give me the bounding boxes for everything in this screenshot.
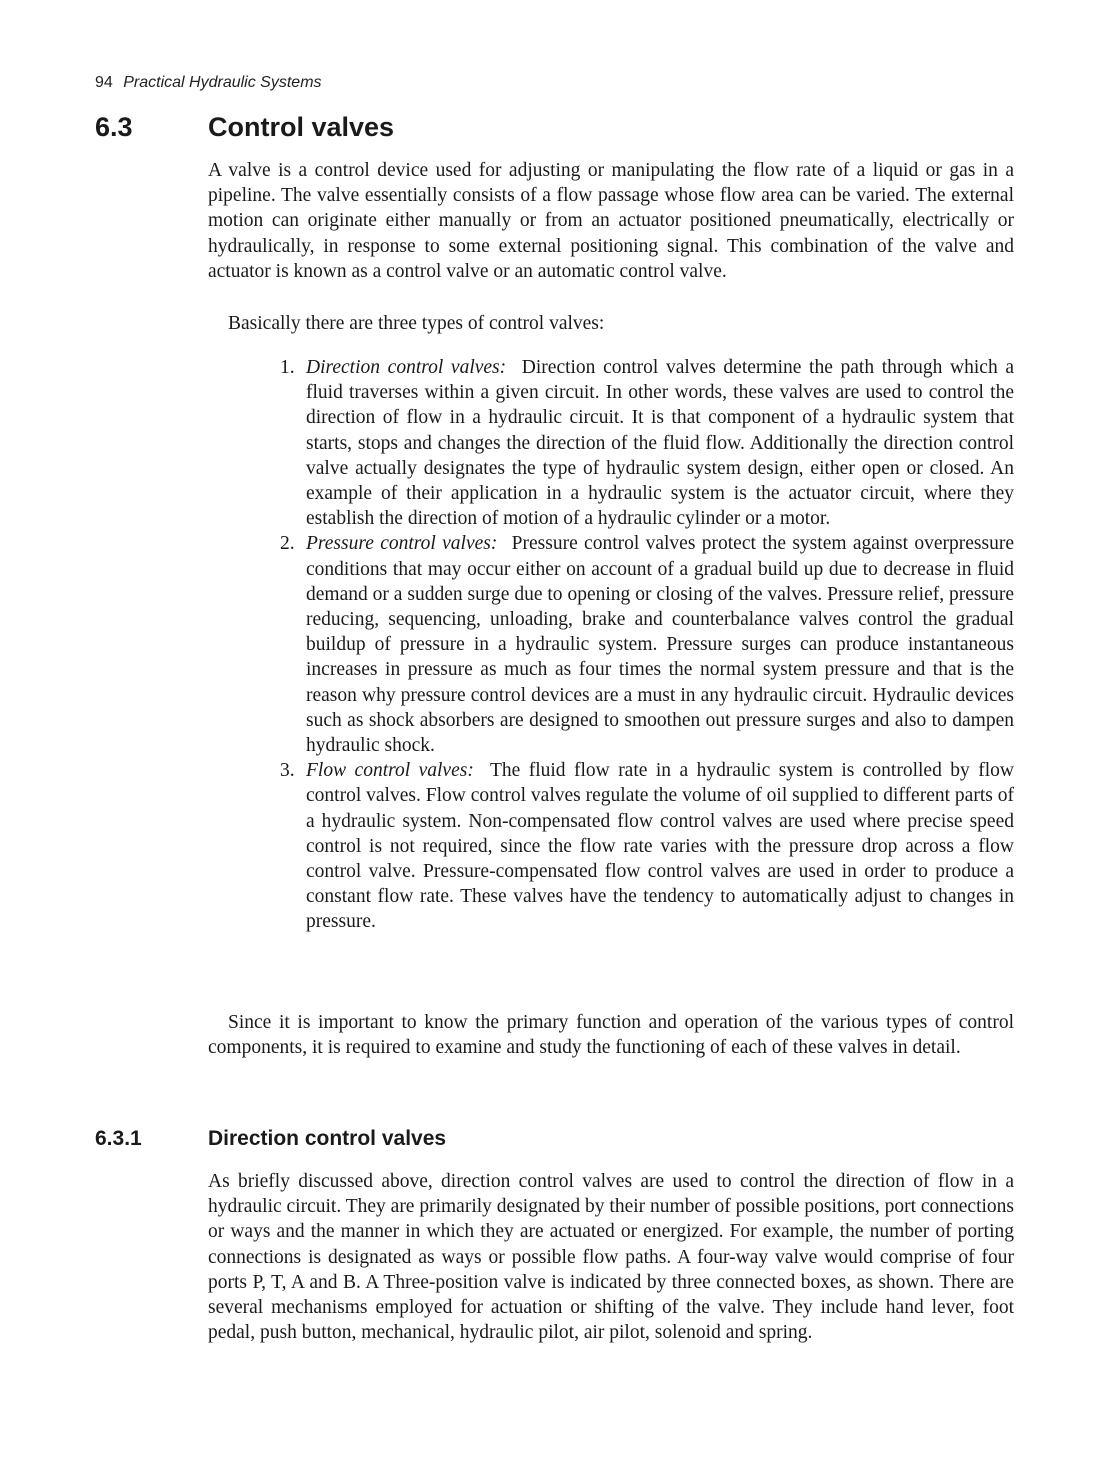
valve-types-list bbox=[276, 355, 1014, 935]
section-intro-paragraph: A valve is a control device used for adjusting or manipulating the flow rate of a liquid or gas in a pipeline. The valve essentially consists of a flow passage whose flow area can be varied. The external motion can originate either manually or from an actuator positioned pneumatically, electrically or hydraulically, in response to some external positioning signal. This combination of the valve and actuator is known as a control valve or an automatic control valve. bbox=[208, 160, 1014, 282]
list-item-text: The fluid flow rate in a hydraulic system is controlled by flow control valves. Flow control valves regulate the volume of oil supplied to different parts of a hydraulic system. Non-compensated flow control valves are used where precise speed control is not required, since the flow rate varies with the pressure drop across a flow control valve. Pressure-compensated flow control valves are used in order to produce a constant flow rate. These valves have the tendency to automatically adjust to changes in pressure. bbox=[306, 760, 1014, 933]
types-intro-paragraph: Basically there are three types of control valves: bbox=[228, 313, 605, 334]
list-item-term: Flow control valves: bbox=[306, 760, 474, 782]
list-item-term: Direction control valves: bbox=[306, 357, 507, 378]
list-item-text: Direction control valves determine the path through which a fluid traverses within a given circuit. In other words, these valves are used to control the direction of flow in a hydraulic circuit. It is that component of a hydraulic system that starts, stops and changes the direction of the fluid flow. Additionally the direction control valve actually designates the type of hydraulic system design, either open or closed. An example of their application in a hydraulic system is the actuator circuit, where they establish the direction of motion of a hydraulic cylinder or a motor. bbox=[306, 357, 1014, 530]
list-item bbox=[276, 758, 1014, 934]
subsection-title: Direction control valves bbox=[208, 1127, 447, 1150]
section-title: Control valves bbox=[208, 112, 395, 142]
closing-paragraph: Since it is important to know the primary function and operation of the various types of control components, it is required to examine and study the functioning of each of these valves in detail. bbox=[208, 1012, 1014, 1059]
subsection-number: 6.3.1 bbox=[95, 1127, 142, 1150]
list-item-text: Pressure control valves protect the system against overpressure conditions that may occur either on account of a gradual build up due to decrease in fluid demand or a sudden surge due to opening or closing of the valves. Pressure relief, pressure reducing, sequencing, unloading, brake and counterbalance valves control the gradual buildup of pressure in a hydraulic system. Pressure surges can produce instantaneous increases in pressure as much as four times the normal system pressure and that is the reason why pressure control devices are a must in any hydraulic circuit. Hydraulic devices such as shock absorbers are designed to smoothen out pressure surges and also to dampen hydraulic shock. bbox=[306, 533, 1015, 757]
list-item-term: Pressure control valves: bbox=[306, 533, 498, 555]
list-item-number: 2. bbox=[280, 533, 295, 555]
list-item-number: 3. bbox=[280, 760, 295, 782]
list-item bbox=[276, 531, 1014, 758]
section-number: 6.3 bbox=[95, 112, 133, 142]
list-item bbox=[276, 355, 1014, 531]
running-head bbox=[95, 74, 322, 92]
page-number: 94 bbox=[95, 74, 113, 91]
book-title: Practical Hydraulic Systems bbox=[123, 74, 322, 91]
subsection-body-paragraph: As briefly discussed above, direction control valves are used to control the direction of flow in a hydraulic circuit. They are primarily designated by their number of possible positions, port connections or ways and the manner in which they are actuated or energized. For example, the number of porting connections is designated as ways or possible flow paths. A four-way valve would comprise of four ports P, T, A and B. A Three-position valve is indicated by three connected boxes, as shown. There are several mechanisms employed for actuation or shifting of the valve. They include hand lever, foot pedal, push button, mechanical, hydraulic pilot, air pilot, solenoid and spring. bbox=[208, 1171, 1014, 1344]
list-item-number: 1. bbox=[280, 357, 295, 378]
